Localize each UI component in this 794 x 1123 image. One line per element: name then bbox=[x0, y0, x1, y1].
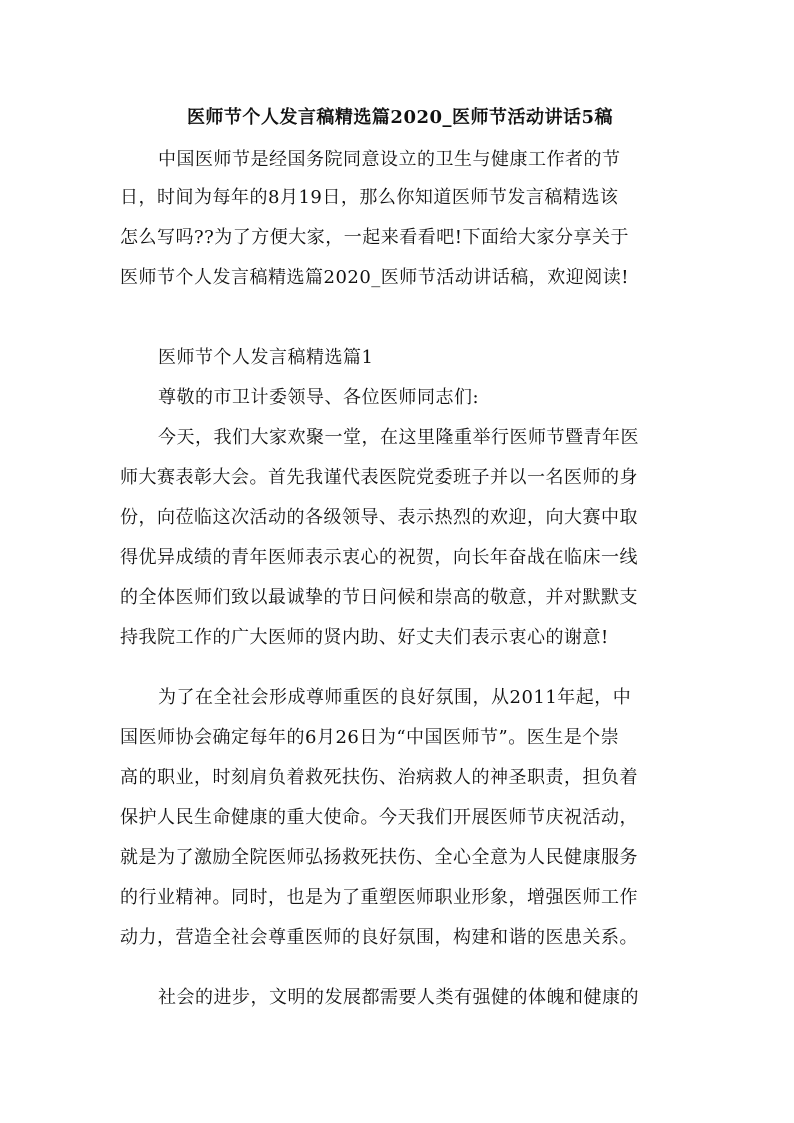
paragraph-1-line-1: 今天，我们大家欢聚一堂，在这里隆重举行医师节暨青年医 bbox=[158, 427, 639, 448]
paragraph-1-line-2: 师大赛表彰大会。首先我谨代表医院党委班子并以一名医师的身 bbox=[120, 467, 638, 488]
paragraph-1-line-6: 持我院工作的广大医师的贤内助、好丈夫们表示衷心的谢意! bbox=[120, 627, 609, 648]
intro-line-1: 中国医师节是经国务院同意设立的卫生与健康工作者的节 bbox=[158, 149, 621, 170]
paragraph-2-line-1: 为了在全社会形成尊师重医的良好氛围，从2011年起，中 bbox=[158, 687, 632, 708]
paragraph-2-line-4: 保护人民生命健康的重大使命。今天我们开展医师节庆祝活动， bbox=[120, 807, 638, 828]
paragraph-1-line-4: 得优异成绩的青年医师表示衷心的祝贺，向长年奋战在临床一线 bbox=[120, 547, 638, 568]
intro-line-3: 怎么写吗??为了方便大家，一起来看看吧!下面给大家分享关于 bbox=[120, 227, 630, 248]
paragraph-2-line-7: 动力，营造全社会尊重医师的良好氛围，构建和谐的医患关系。 bbox=[120, 927, 638, 948]
intro-line-4: 医师节个人发言稿精选篇2020_医师节活动讲话稿，欢迎阅读! bbox=[120, 267, 630, 288]
section-heading: 医师节个人发言稿精选篇1 bbox=[158, 347, 374, 368]
paragraph-2-line-6: 的行业精神。同时，也是为了重塑医师职业形象，增强医师工作 bbox=[120, 887, 638, 908]
paragraph-2-line-5: 就是为了激励全院医师弘扬救死扶伤、全心全意为人民健康服务 bbox=[120, 847, 638, 868]
paragraph-1-line-3: 份，向莅临这次活动的各级领导、表示热烈的欢迎，向大赛中取 bbox=[120, 507, 638, 528]
paragraph-2-line-3: 高的职业，时刻肩负着救死扶伤、治病救人的神圣职责，担负着 bbox=[120, 767, 638, 788]
document-title: 医师节个人发言稿精选篇2020_医师节活动讲话5稿 bbox=[186, 107, 614, 128]
paragraph-2-line-2: 国医师协会确定每年的6月26日为“中国医师节”。医生是个崇 bbox=[120, 727, 620, 748]
paragraph-1-line-5: 的全体医师们致以最诚挚的节日问候和崇高的敬意，并对默默支 bbox=[120, 587, 638, 608]
salutation: 尊敬的市卫计委领导、各位医师同志们: bbox=[158, 387, 480, 408]
intro-line-2: 日，时间为每年的8月19日，那么你知道医师节发言稿精选该 bbox=[120, 187, 619, 208]
paragraph-3-line-1: 社会的进步，文明的发展都需要人类有强健的体魄和健康的 bbox=[158, 987, 639, 1008]
